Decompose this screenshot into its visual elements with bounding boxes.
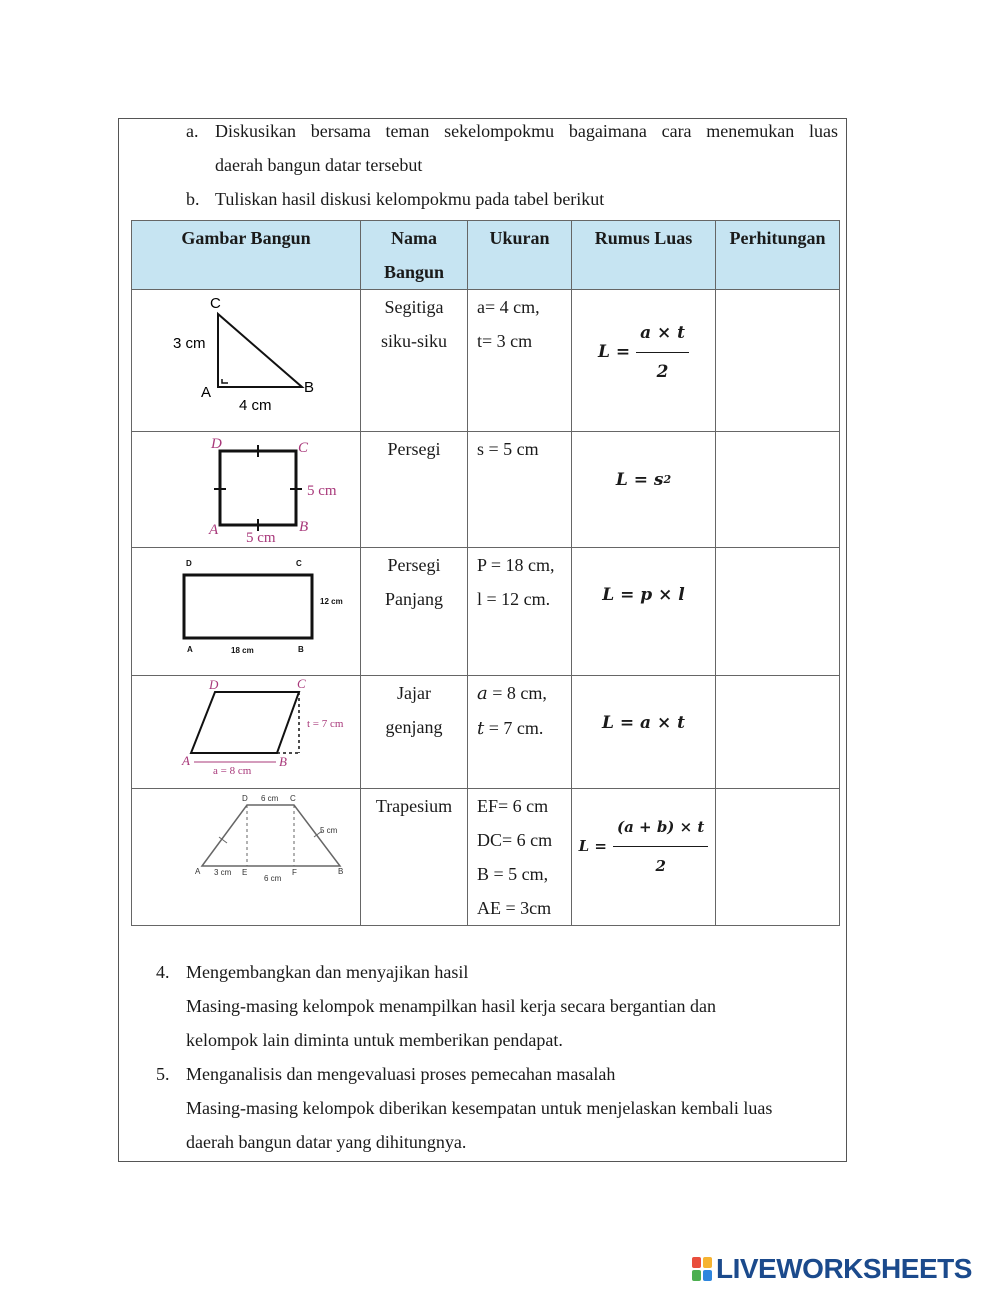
label-ae: 3 cm [214,868,232,877]
name-cell [361,789,468,926]
label-base: a = 8 cm [213,765,252,777]
formula-numerator: (a + b) × t [613,810,708,847]
size-line1 [477,676,571,711]
formula-exponent: 2 [663,473,672,486]
formula-lhs: L = s [615,470,664,490]
item-a-line2: daerah bangun datar tersebut [215,155,423,175]
label-c: C [297,676,306,691]
rectangle-figure [132,548,361,676]
size-line2: t= 3 cm [477,331,533,351]
label-a: A [195,867,201,876]
label-width: 18 cm [231,646,254,655]
label-base: 4 cm [239,397,272,414]
size-cell [468,432,572,548]
trapezoid-formula [572,789,715,903]
label-b: B [304,379,315,396]
square-shape [220,451,296,525]
parallelogram-formula: L = a × t [602,713,685,733]
table-row [132,432,840,548]
label-a: A [209,522,219,538]
formula-denominator: 2 [656,361,669,382]
parallelogram-figure-cell [132,676,361,789]
shape-name-line2: genjang [385,717,443,737]
formula-fraction [613,810,708,883]
size-cell [468,789,572,926]
trapezoid-shape [202,805,340,866]
size-cell [468,676,572,789]
calculation-cell[interactable] [716,290,840,432]
shapes-table [131,220,840,926]
formula-denominator: 2 [655,856,666,875]
size-line1: a= 4 cm, [477,297,540,317]
right-angle-mark [222,379,228,383]
table-row [132,676,840,789]
liveworksheets-logo [692,1254,972,1284]
formula-cell [572,290,716,432]
size-line4: AE = 3cm [477,898,552,918]
formula-numerator: a × t [636,316,689,353]
formula-cell [572,789,716,926]
step-5-number: 5. [156,1064,170,1084]
right-triangle-figure [132,290,361,432]
label-e: E [242,868,248,877]
var-t: t [477,718,485,739]
label-a: A [187,645,193,654]
size-cell [468,548,572,676]
size-line1: P = 18 cm, [477,555,555,575]
name-cell [361,676,468,789]
size-line2: DC= 6 cm [477,830,553,850]
table-row [132,789,840,926]
step-5-line1: Masing-masing kelompok diberikan kesempatan untuk menjelaskan kembali luas [186,1098,773,1118]
shape-name-line1: Segitiga [384,297,444,317]
step-5-title: Menganalisis dan mengevaluasi proses pemecahan masalah [186,1064,616,1084]
formula-cell [572,676,716,789]
triangle-formula [572,290,715,414]
shape-name-line2: Panjang [385,589,443,609]
step-4-number: 4. [156,962,170,982]
name-cell [361,548,468,676]
square-formula [572,432,715,528]
label-c: C [290,794,296,803]
label-b: B [299,519,309,535]
item-a-marker: a. [186,121,199,141]
label-a: A [201,384,212,401]
logo-square [692,1270,701,1281]
label-height: t = 7 cm [307,718,344,730]
label-a: A [182,753,190,768]
label-c: C [298,440,309,456]
rectangle-figure-cell [132,548,361,676]
formula-cell [572,432,716,548]
rectangle-formula: L = p × l [602,585,685,605]
calculation-cell[interactable] [716,548,840,676]
trapezoid-figure [132,789,361,924]
header-gambar: Gambar Bangun [132,221,361,290]
calculation-cell[interactable] [716,676,840,789]
shape-name-line2: siku-siku [380,331,447,351]
label-d: D [209,677,219,692]
logo-square [703,1270,712,1281]
parallelogram-figure [132,676,361,789]
size-line2: l = 12 cm. [477,589,551,609]
label-f: F [292,868,297,877]
logo-square [703,1257,712,1268]
header-perhitungan: Perhitungan [716,221,840,290]
size-line2 [477,711,571,746]
shape-name-line1: Jajar [397,683,431,703]
step-4-line1: Masing-masing kelompok menampilkan hasil kerja secara bergantian dan [186,996,717,1016]
square-figure [132,432,361,548]
size-line1: s = 5 cm [477,439,539,459]
logo-square [692,1257,701,1268]
table-header-row [132,221,840,290]
label-height: 3 cm [173,335,206,352]
item-a-line1: Diskusikan bersama teman sekelompokmu bagaimana cara menemukan luas [215,121,838,141]
table-row [132,290,840,432]
size-line1: EF= 6 cm [477,796,549,816]
header-nama-line1: Nama [391,228,437,248]
calculation-cell[interactable] [716,789,840,926]
formula-lhs: L = [597,342,631,362]
label-d: D [211,436,222,452]
step-4-line2: kelompok lain diminta untuk memberikan pendapat. [186,1030,563,1050]
triangle-figure-cell [132,290,361,432]
calculation-cell[interactable] [716,432,840,548]
label-c: C [296,559,302,568]
formula-fraction [636,316,689,389]
label-height: 12 cm [320,597,343,606]
label-b: B [279,754,287,769]
trapezoid-figure-cell [132,789,361,926]
parallelogram-shape [191,692,299,753]
header-ukuran: Ukuran [468,221,572,290]
header-nama-line2: Bangun [383,262,445,282]
square-figure-cell [132,432,361,548]
label-side: 5 cm [320,826,338,835]
label-b: B [338,867,344,876]
rectangle-shape [184,575,312,638]
formula-lhs: L = [578,837,607,855]
item-b-marker: b. [186,189,200,209]
header-rumus: Rumus Luas [572,221,716,290]
label-d: D [242,794,248,803]
name-cell [361,432,468,548]
name-cell [361,290,468,432]
step-4-title: Mengembangkan dan menyajikan hasil [186,962,469,982]
size-line2-rest: = 7 cm. [484,718,544,738]
size-line3: B = 5 cm, [477,864,549,884]
header-nama [361,221,468,290]
table-row [132,548,840,676]
formula-cell [572,548,716,676]
label-top: 6 cm [261,794,279,803]
label-d: D [186,559,192,568]
logo-mark-icon [692,1257,712,1281]
label-side: 5 cm [307,483,337,499]
item-b-text: Tuliskan hasil diskusi kelompokmu pada tabel berikut [215,189,605,209]
shape-name-line1: Persegi [387,439,441,459]
shape-name-line1: Trapesium [375,796,453,816]
label-c: C [210,295,221,312]
step-5-line2: daerah bangun datar yang dihitungnya. [186,1132,467,1152]
var-a: a [477,683,488,704]
logo-text: LIVEWORKSHEETS [716,1253,972,1284]
size-line1-rest: = 8 cm, [487,683,547,703]
size-cell [468,290,572,432]
shape-name-line1: Persegi [387,555,441,575]
triangle-shape [218,314,302,387]
label-ef: 6 cm [264,874,282,883]
label-bottom: 5 cm [246,530,276,546]
label-b: B [298,645,304,654]
